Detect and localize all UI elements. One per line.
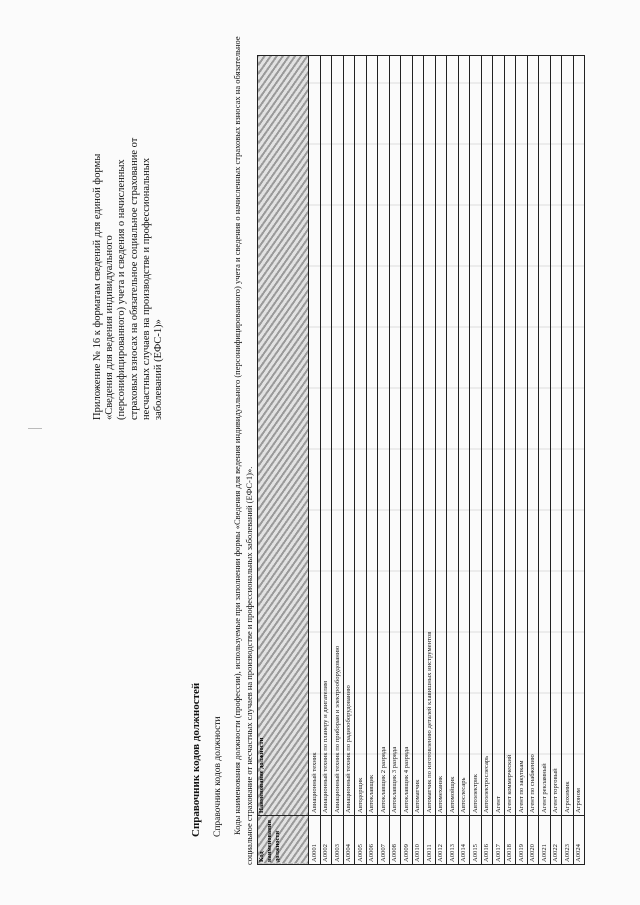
page-subtitle: Справочник кодов должности bbox=[213, 716, 223, 837]
table-row bbox=[401, 56, 413, 865]
row-code: А0024 bbox=[573, 816, 585, 865]
appendix-note bbox=[92, 25, 165, 420]
table-row bbox=[550, 56, 562, 865]
table-row bbox=[424, 56, 436, 865]
table-row bbox=[343, 56, 355, 865]
table-row bbox=[332, 56, 344, 865]
table-body bbox=[309, 56, 585, 865]
row-code: А0021 bbox=[539, 816, 551, 865]
row-code: А0012 bbox=[435, 816, 447, 865]
row-name: Агент по снабжению bbox=[527, 56, 539, 816]
table-row bbox=[355, 56, 367, 865]
table-row bbox=[539, 56, 551, 865]
row-name: Автоэлектрослесарь bbox=[481, 56, 493, 816]
row-code: А0010 bbox=[412, 816, 424, 865]
table-row bbox=[320, 56, 332, 865]
row-name: Агент по закупкам bbox=[516, 56, 528, 816]
row-code: А0005 bbox=[355, 816, 367, 865]
table-row bbox=[435, 56, 447, 865]
appendix-line: несчастных случаев на производстве и профессиональных bbox=[140, 157, 152, 420]
row-name: Автоэлектрик bbox=[470, 56, 482, 816]
table-row bbox=[493, 56, 505, 865]
row-code: А0016 bbox=[481, 816, 493, 865]
row-name: Авиационный техник по приборам и электрооборудованию bbox=[332, 56, 344, 816]
row-name: Автоматчик по изготовлению деталей клавишных инструментов bbox=[424, 56, 436, 816]
row-code: А0007 bbox=[378, 816, 390, 865]
row-name: Агент bbox=[493, 56, 505, 816]
appendix-line: заболеваний (ЕФС-1)» bbox=[153, 319, 165, 420]
job-codes-table bbox=[257, 55, 585, 865]
row-code: А0002 bbox=[320, 816, 332, 865]
row-name: Автодорщик bbox=[355, 56, 367, 816]
row-code: А0004 bbox=[343, 816, 355, 865]
table-row bbox=[412, 56, 424, 865]
table-row bbox=[516, 56, 528, 865]
table-row bbox=[366, 56, 378, 865]
row-name: Автослесарь bbox=[458, 56, 470, 816]
row-code: А0003 bbox=[332, 816, 344, 865]
appendix-line: Приложение № 16 к форматам сведений для единой формы bbox=[92, 153, 103, 420]
row-code: А0011 bbox=[424, 816, 436, 865]
row-name: Агент рекламный bbox=[539, 56, 551, 816]
row-code: А0001 bbox=[309, 816, 321, 865]
row-name: Авиационный техник по планеру и двигателям bbox=[320, 56, 332, 816]
row-code: А0018 bbox=[504, 816, 516, 865]
appendix-line: «Сведения для ведения индивидуального bbox=[104, 235, 116, 420]
table-row bbox=[389, 56, 401, 865]
row-name: Авиационный техник bbox=[309, 56, 321, 816]
table-header-row bbox=[258, 56, 309, 865]
table-row bbox=[481, 56, 493, 865]
row-code: А0006 bbox=[366, 816, 378, 865]
row-code: А0022 bbox=[550, 816, 562, 865]
row-name: Автоматчик bbox=[412, 56, 424, 816]
row-code: А0020 bbox=[527, 816, 539, 865]
table-row bbox=[562, 56, 574, 865]
row-name: Автоклавщик 4 разряда bbox=[401, 56, 413, 816]
row-code: А0009 bbox=[401, 816, 413, 865]
table-row bbox=[309, 56, 321, 865]
row-code: А0023 bbox=[562, 816, 574, 865]
row-name: Агроном bbox=[573, 56, 585, 816]
row-name: Автоклавщик 2 разряда bbox=[378, 56, 390, 816]
column-header-code: Код наименования должности bbox=[258, 816, 309, 865]
row-name: Автомеханик bbox=[435, 56, 447, 816]
table-row bbox=[470, 56, 482, 865]
table-row bbox=[504, 56, 516, 865]
row-name: Агент торговый bbox=[550, 56, 562, 816]
table-row bbox=[378, 56, 390, 865]
page-title: Справочник кодов должностей bbox=[190, 682, 202, 837]
table-row bbox=[527, 56, 539, 865]
row-code: А0008 bbox=[389, 816, 401, 865]
row-code: А0015 bbox=[470, 816, 482, 865]
row-code: А0017 bbox=[493, 816, 505, 865]
row-name: Автоклавщик 3 разряда bbox=[389, 56, 401, 816]
row-code: А0013 bbox=[447, 816, 459, 865]
row-name: Автомойщик bbox=[447, 56, 459, 816]
intro-paragraph: Коды наименования должности (профессии), используемые при заполнении формы «Сведения для ведения индивидуального (персонифицированного) учета и сведения о начисленных страховых взносах на обязательное социальное страхование от несчастных случаев на производстве и профессиональных заболеваний (ЕФС-1)». bbox=[232, 36, 254, 865]
row-name: Агент коммерческий bbox=[504, 56, 516, 816]
table-row bbox=[447, 56, 459, 865]
row-name: Агрохимик bbox=[562, 56, 574, 816]
table-row bbox=[458, 56, 470, 865]
row-code: А0014 bbox=[458, 816, 470, 865]
appendix-line: (персонифицированного) учета и сведения о начисленных bbox=[116, 159, 128, 420]
table-row bbox=[573, 56, 585, 865]
column-header-name: Наименование должности bbox=[258, 56, 309, 816]
appendix-line: страховых взносах на обязательное социальное страхование от bbox=[128, 137, 140, 420]
row-name: Авиационный техник по радиооборудованию bbox=[343, 56, 355, 816]
row-name: Автоклавщик bbox=[366, 56, 378, 816]
row-code: А0019 bbox=[516, 816, 528, 865]
